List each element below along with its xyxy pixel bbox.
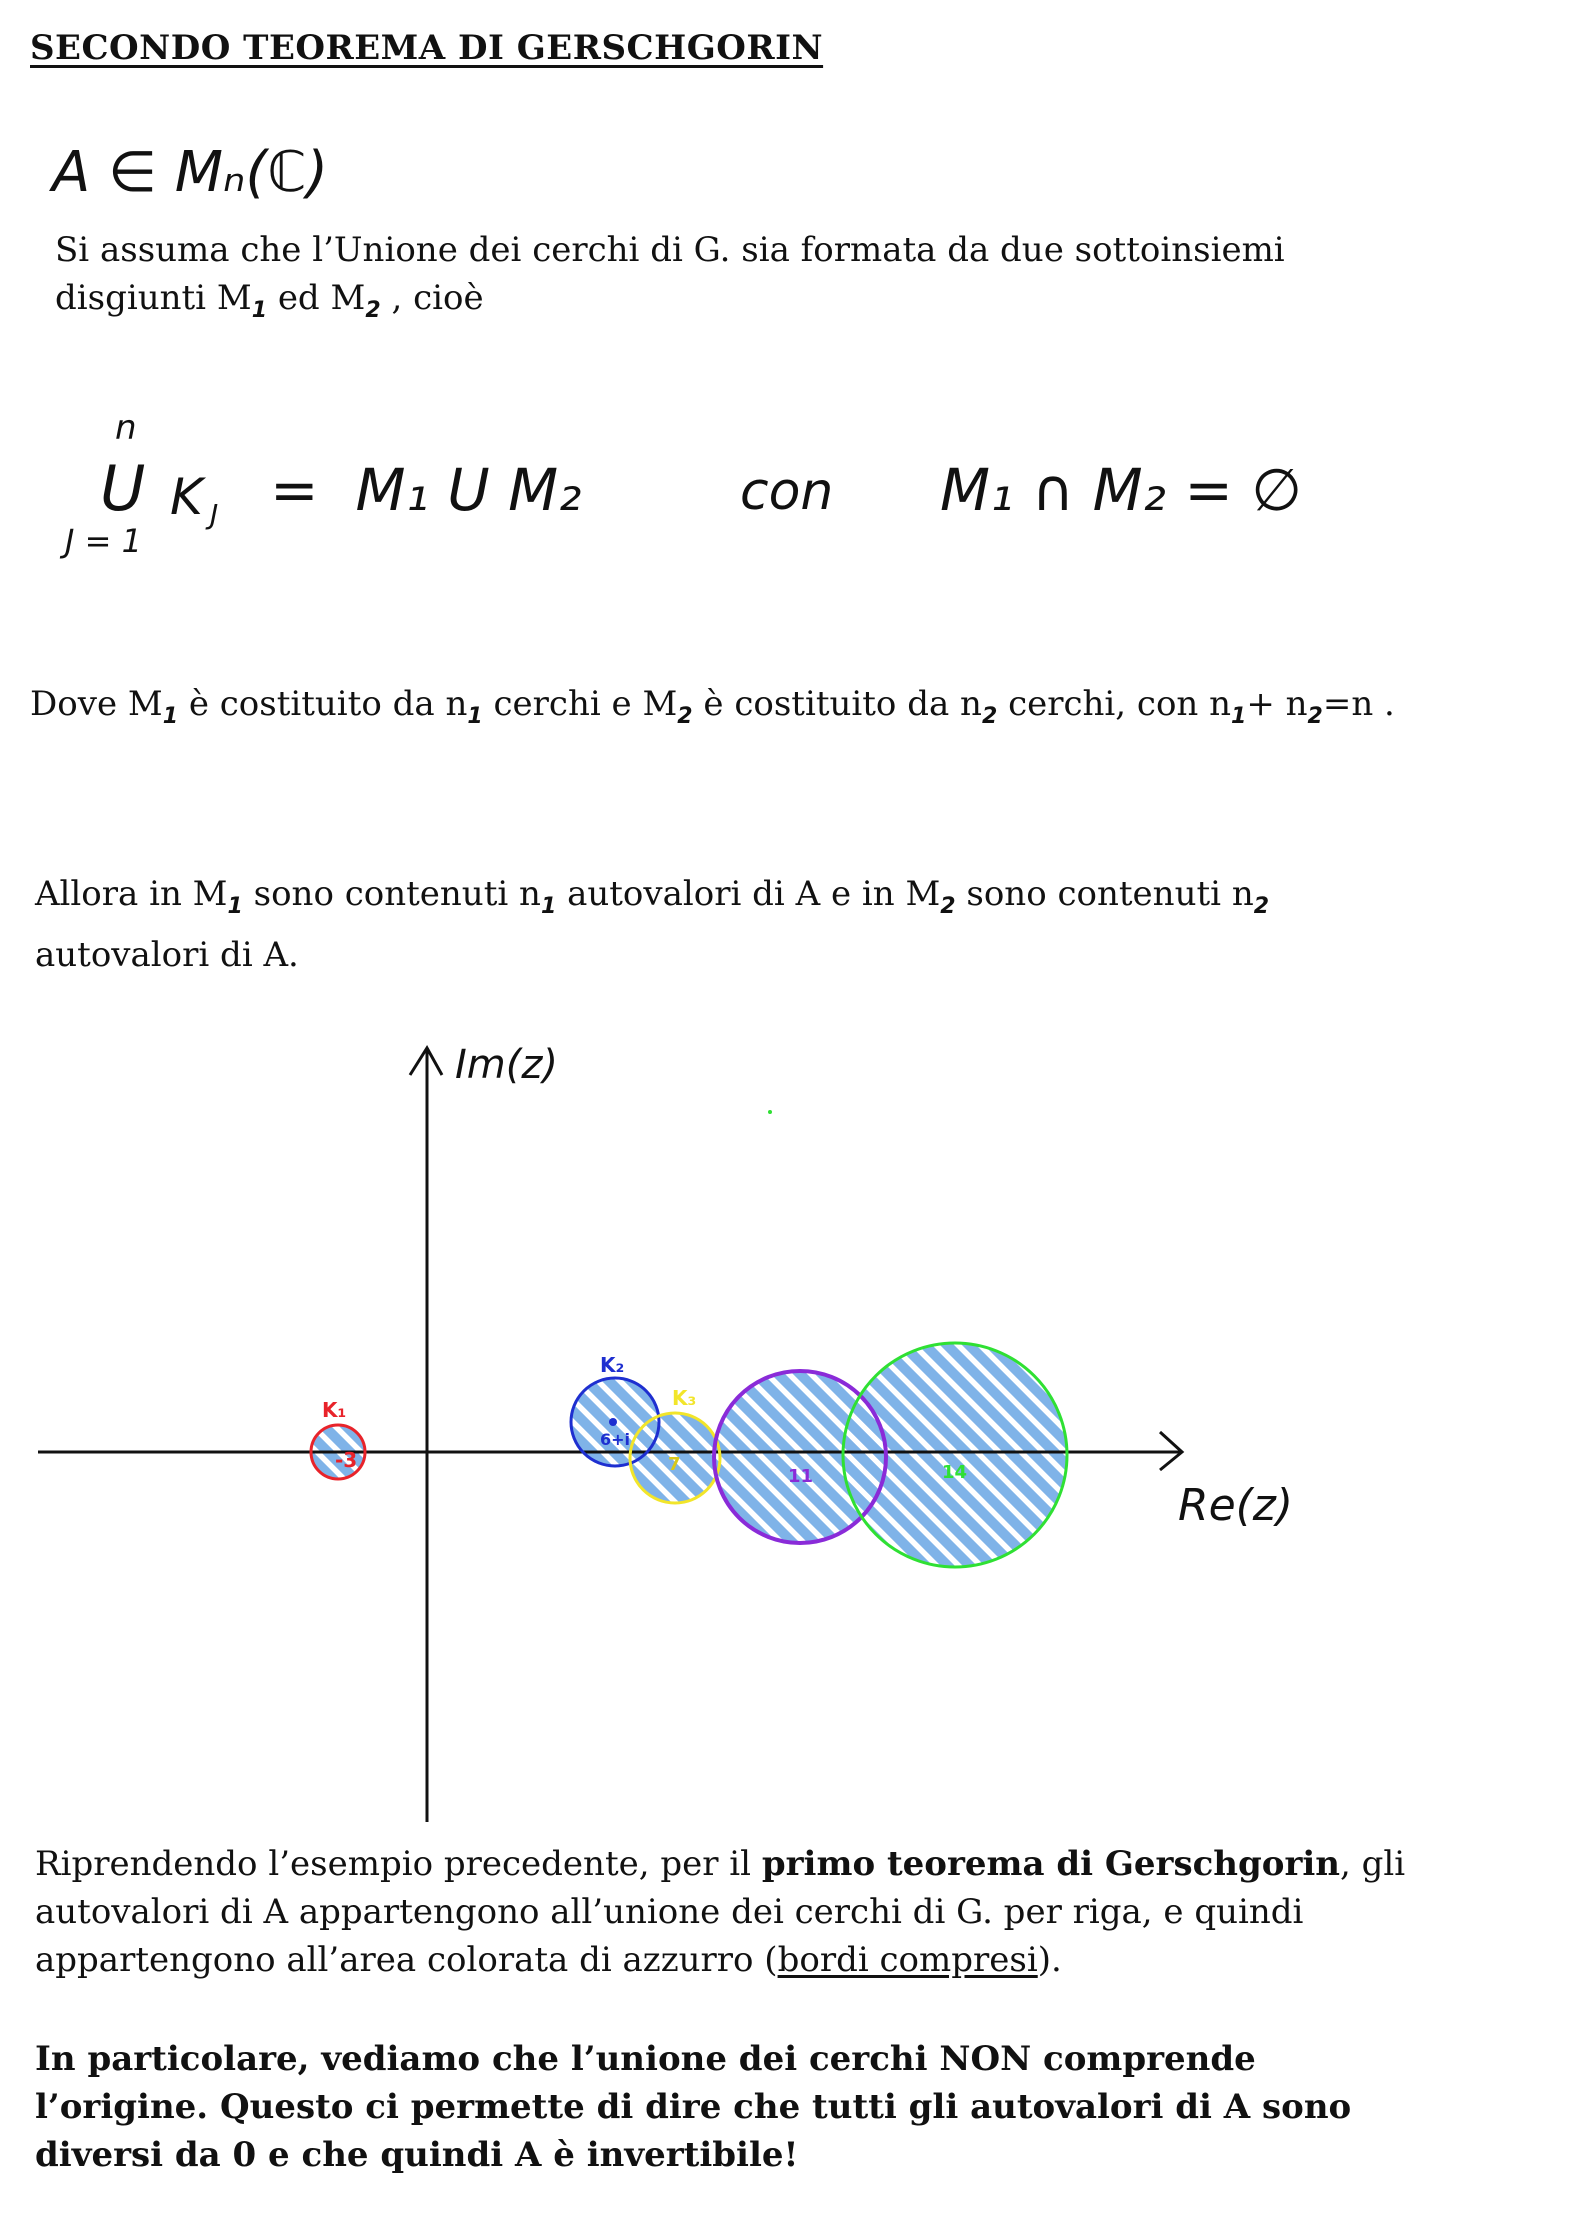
hatch-line [1256, 1280, 1579, 1610]
hatch-line [0, 1280, 288, 1610]
hatch-line [0, 1280, 178, 1610]
hatch-line [1300, 1280, 1579, 1610]
hatch-line [0, 1280, 2, 1610]
hatch-line [1476, 1280, 1579, 1610]
hatch-line [1322, 1280, 1579, 1610]
hatch-line [1036, 1280, 1366, 1610]
hatch-line [1454, 1280, 1579, 1610]
hatch-line [1410, 1280, 1579, 1610]
hatch-line [0, 1280, 24, 1610]
hatch-line [1388, 1280, 1579, 1610]
hatch-line [112, 1280, 442, 1610]
hatch-line [1432, 1280, 1579, 1610]
hatch-line [1454, 1280, 1579, 1610]
hatch-line [1168, 1280, 1498, 1610]
hatch-line [0, 1280, 222, 1610]
hatch-line [0, 1280, 46, 1610]
hatch-line [0, 1280, 200, 1610]
hatch-line [0, 1280, 288, 1610]
hatch-line [1498, 1280, 1579, 1610]
intro-paragraph [55, 226, 1285, 335]
hatch-line [1036, 1280, 1366, 1610]
hatch-line [0, 1280, 244, 1610]
circle-k5-center: 14 [942, 1462, 968, 1483]
circle-k2-center-dot [609, 1418, 617, 1426]
hatch-line [2, 1280, 332, 1610]
hatch-line [0, 1280, 68, 1610]
hatch-line [0, 1280, 200, 1610]
hatch-line [1498, 1280, 1579, 1610]
hatch-line [244, 1280, 574, 1610]
hatch-line [1432, 1280, 1579, 1610]
hatch-line [0, 1280, 156, 1610]
hatch-line [1366, 1280, 1579, 1610]
hatch-line [112, 1280, 442, 1610]
hatch-line [0, 1280, 68, 1610]
allora-paragraph [35, 870, 1269, 979]
union-lower-index: J = 1 [65, 522, 142, 560]
hatch-line [1146, 1280, 1476, 1610]
hatch-line [1410, 1280, 1579, 1610]
hatch-line [1190, 1280, 1520, 1610]
hatch-line [24, 1280, 354, 1610]
hatch-line [1146, 1280, 1476, 1610]
hatch-line [0, 1280, 134, 1610]
hatch-line [0, 1280, 178, 1610]
circle-k3-label: K₃ [672, 1386, 697, 1410]
hatch-line [0, 1280, 2, 1610]
hatch-line [1322, 1280, 1579, 1610]
hatch-line [90, 1280, 420, 1610]
hatch-line [1080, 1280, 1410, 1610]
hatch-line [134, 1280, 464, 1610]
hatch-line [0, 1280, 244, 1610]
hatch-line [90, 1280, 420, 1610]
hatch-line [0, 1280, 112, 1610]
hatch-line [1454, 1280, 1579, 1610]
hatch-line [222, 1280, 552, 1610]
hatch-line [1036, 1280, 1366, 1610]
circle-k1-label: K₁ [322, 1398, 347, 1422]
hatch-line [1410, 1280, 1579, 1610]
hatch-line [0, 1280, 310, 1610]
hatch-line [1476, 1280, 1579, 1610]
hatch-line [0, 1280, 46, 1610]
riprendendo-line-1: Riprendendo l’esempio precedente, per il primo teorema di Gerschgorin, gli [35, 1844, 1406, 1884]
hatch-line [1212, 1280, 1542, 1610]
hatch-line [0, 1280, 310, 1610]
hatch-line [0, 1280, 310, 1610]
hatch-line [1256, 1280, 1579, 1610]
hatch-line [1322, 1280, 1579, 1610]
hatch-line [1388, 1280, 1579, 1610]
hatch-line [0, 1280, 200, 1610]
hatch-line [0, 1280, 156, 1610]
conclusion-line-1: In particolare, vediamo che l’unione dei cerchi NON comprende [35, 2039, 1256, 2079]
hatch-line [2, 1280, 332, 1610]
hatch-line [0, 1280, 288, 1610]
hatch-line [0, 1280, 222, 1610]
hatch-line [134, 1280, 464, 1610]
hatch-line [0, 1280, 266, 1610]
hatch-line [0, 1280, 244, 1610]
hatch-line [178, 1280, 508, 1610]
hatch-line [1190, 1280, 1520, 1610]
hatch-line [0, 1280, 200, 1610]
hatch-line [222, 1280, 552, 1610]
hatch-line [0, 1280, 90, 1610]
hatch-line [90, 1280, 420, 1610]
hatch-line [1058, 1280, 1388, 1610]
intro-line-1: Si assuma che l’Unione dei cerchi di G. sia formata da due sottoinsiemi [55, 230, 1285, 270]
hatch-line [1388, 1280, 1579, 1610]
hatch-line [1234, 1280, 1564, 1610]
hatch-line [1454, 1280, 1579, 1610]
allora-line-1: Allora in $M_1$ sono contenuti $n_1$ autovalori di A e in $M_2$ sono contenuti $n_2$ [35, 874, 1270, 919]
green-dot [768, 1110, 772, 1114]
hatch-line [156, 1280, 486, 1610]
hatch-line [1278, 1280, 1579, 1610]
hatch-line [1432, 1280, 1579, 1610]
hatch-line [0, 1280, 46, 1610]
hatch-line [1080, 1280, 1410, 1610]
hatch-line [1058, 1280, 1388, 1610]
hatch-line [0, 1280, 288, 1610]
hatch-line [90, 1280, 420, 1610]
hatch-line [1146, 1280, 1476, 1610]
hatch-line [1498, 1280, 1579, 1610]
hatch-line [0, 1280, 222, 1610]
circle-k2-label: K₂ [600, 1353, 625, 1377]
hatch-line [0, 1280, 90, 1610]
hatch-line [2, 1280, 332, 1610]
hatch-line [1410, 1280, 1579, 1610]
hatch-line [134, 1280, 464, 1610]
gerschgorin-diagram [0, 1030, 1579, 1830]
hatch-line [0, 1280, 134, 1610]
conclusion-line-3: diversi da 0 e che quindi A è invertibile! [35, 2135, 799, 2175]
hatch-line [134, 1280, 464, 1610]
hatch-line [1366, 1280, 1579, 1610]
circle-k2-center: 6+i [600, 1430, 631, 1449]
hatch-line [244, 1280, 574, 1610]
hatch-line [0, 1280, 24, 1610]
hatch-line [1168, 1280, 1498, 1610]
hatch-line [0, 1280, 2, 1610]
hatch-line [1212, 1280, 1542, 1610]
hatch-line [1102, 1280, 1432, 1610]
hatch-line [1168, 1280, 1498, 1610]
hatch-line [0, 1280, 310, 1610]
hatch-line [1036, 1280, 1366, 1610]
hatch-line [1344, 1280, 1579, 1610]
hatch-line [1366, 1280, 1579, 1610]
hatch-line [0, 1280, 24, 1610]
hatch-line [0, 1280, 288, 1610]
hatch-line [1058, 1280, 1388, 1610]
hatch-line [0, 1280, 178, 1610]
hatch-line [1036, 1280, 1366, 1610]
hatch-line [1498, 1280, 1579, 1610]
hatch-line [1080, 1280, 1410, 1610]
hatch-line [1322, 1280, 1579, 1610]
hatch-line [0, 1280, 90, 1610]
hatch-line [24, 1280, 354, 1610]
hatch-line [1278, 1280, 1579, 1610]
hatch-line [0, 1280, 112, 1610]
hatch-line [1212, 1280, 1542, 1610]
con-word: con [740, 462, 834, 522]
hatch-line [24, 1280, 354, 1610]
y-axis-label: Im(z) [455, 1042, 558, 1088]
hatch-line [1212, 1280, 1542, 1610]
hatch-line [0, 1280, 46, 1610]
hatch-line [0, 1280, 68, 1610]
hatch-line [1234, 1280, 1564, 1610]
hatch-line [1256, 1280, 1579, 1610]
intersection-condition: M₁ ∩ M₂ = ∅ [940, 456, 1302, 524]
hatch-line [0, 1280, 134, 1610]
hatch-line [1344, 1280, 1579, 1610]
hatch-line [1168, 1280, 1498, 1610]
circle-k1-center: -3 [335, 1448, 358, 1472]
hatch-line [1300, 1280, 1579, 1610]
union-rhs: = M₁ U M₂ [270, 456, 582, 524]
hatch-line [1278, 1280, 1579, 1610]
hatch-line [1388, 1280, 1579, 1610]
hatch-line [0, 1280, 156, 1610]
hatch-line [0, 1280, 90, 1610]
dove-paragraph: Dove $M_1$ è costituito da $n_1$ cerchi e $M_2$ è costituito da $n_2$ cerchi, con $n_1+ n_2=n$ . [30, 684, 1395, 729]
riprendendo-line-2: autovalori di A appartengono all’unione dei cerchi di G. per riga, e quindi [35, 1892, 1304, 1932]
hatch-line [244, 1280, 574, 1610]
hatch-line [0, 1280, 200, 1610]
hatch-line [1146, 1280, 1476, 1610]
hatch-line [1146, 1280, 1476, 1610]
hatch-line [0, 1280, 266, 1610]
hatch-line [2, 1280, 332, 1610]
hatch-line [1344, 1280, 1579, 1610]
hatch-line [244, 1280, 574, 1610]
hatch-line [0, 1280, 2, 1610]
hatch-line [1476, 1280, 1579, 1610]
hatch-line [1234, 1280, 1564, 1610]
hatch-line [0, 1280, 266, 1610]
union-upper-index: n [115, 408, 137, 448]
hatch-line [0, 1280, 310, 1610]
hatch-line [0, 1280, 2, 1610]
union-symbol: U [100, 452, 146, 525]
circle-k3-center: 7 [668, 1454, 681, 1475]
hatch-line [1058, 1280, 1388, 1610]
hatch-line [0, 1280, 266, 1610]
hatch-line [1102, 1280, 1432, 1610]
hatch-line [0, 1280, 244, 1610]
hatch-line [1322, 1280, 1579, 1610]
hatch-line [1476, 1280, 1579, 1610]
x-axis-label: Re(z) [1178, 1480, 1294, 1531]
hatch-line [112, 1280, 442, 1610]
hatch-line [112, 1280, 442, 1610]
hatch-line [1102, 1280, 1432, 1610]
conclusion-paragraph [35, 2035, 1351, 2179]
hatch-line [1190, 1280, 1520, 1610]
hatch-line [0, 1280, 68, 1610]
hatch-line [1344, 1280, 1579, 1610]
circle-k4-center: 11 [788, 1466, 814, 1487]
hatch-line [222, 1280, 552, 1610]
hatch-line [0, 1280, 68, 1610]
hatch-line [0, 1280, 24, 1610]
hatch-line [1278, 1280, 1579, 1610]
hatch-line [0, 1280, 156, 1610]
hatch-line [1256, 1280, 1579, 1610]
hatch-line [2, 1280, 332, 1610]
hatch-line [1498, 1280, 1579, 1610]
page-title: SECONDO TEOREMA DI GERSCHGORIN [30, 28, 824, 68]
riprendendo-line-3: appartengono all’area colorata di azzurro (bordi compresi). [35, 1940, 1062, 1980]
hatch-line [0, 1280, 178, 1610]
hatch-line [1190, 1280, 1520, 1610]
hatch-line [1410, 1280, 1579, 1610]
hatch-line [1102, 1280, 1432, 1610]
hatch-line [1300, 1280, 1579, 1610]
hatch-line [0, 1280, 134, 1610]
hatch-line [1168, 1280, 1498, 1610]
hatch-line [1432, 1280, 1579, 1610]
union-formula [60, 408, 1460, 560]
intro-line-2: disgiunti $M_1$ ed $M_2$ , cioè [55, 278, 484, 323]
hatch-line [244, 1280, 574, 1610]
hatch-line [1212, 1280, 1542, 1610]
hatch-line [0, 1280, 90, 1610]
hatch-line [134, 1280, 464, 1610]
hatch-line [24, 1280, 354, 1610]
union-term-subscript: J [210, 498, 219, 531]
hatch-line [0, 1280, 46, 1610]
hatch-line [24, 1280, 354, 1610]
hatch-line [1102, 1280, 1432, 1610]
hatch-line [222, 1280, 552, 1610]
hatch-line [0, 1280, 24, 1610]
allora-line-2: autovalori di A. [35, 934, 299, 975]
hatch-line [1080, 1280, 1410, 1610]
hatch-line [0, 1280, 112, 1610]
hatch-line [1344, 1280, 1579, 1610]
conclusion-line-2: l’origine. Questo ci permette di dire che tutti gli autovalori di A sono [35, 2087, 1352, 2127]
hatch-line [1080, 1280, 1410, 1610]
hatch-line [0, 1280, 222, 1610]
hatch-line [1388, 1280, 1579, 1610]
hatch-line [0, 1280, 178, 1610]
hatch-line [1454, 1280, 1579, 1610]
hatch-line [0, 1280, 112, 1610]
hatch-line [1234, 1280, 1564, 1610]
hatch-line [1366, 1280, 1579, 1610]
hatch-line [0, 1280, 244, 1610]
blue-hatch [0, 1280, 1579, 1610]
hatch-line [1234, 1280, 1564, 1610]
hatch-line [112, 1280, 442, 1610]
hatch-line [1300, 1280, 1579, 1610]
hatch-line [1432, 1280, 1579, 1610]
hatch-line [0, 1280, 266, 1610]
hatch-line [1366, 1280, 1579, 1610]
hatch-line [0, 1280, 112, 1610]
hatch-line [0, 1280, 222, 1610]
hatch-line [0, 1280, 134, 1610]
hatch-line [222, 1280, 552, 1610]
union-term: K [170, 468, 203, 526]
hatch-line [1278, 1280, 1579, 1610]
hatch-line [0, 1280, 156, 1610]
hatch-line [1300, 1280, 1579, 1610]
hatch-line [1476, 1280, 1579, 1610]
hatch-line [1190, 1280, 1520, 1610]
hatch-line [1256, 1280, 1579, 1610]
matrix-definition: A ∈ Mₙ(ℂ) [52, 140, 329, 205]
hatch-line [90, 1280, 420, 1610]
hatch-line [1058, 1280, 1388, 1610]
riprendendo-paragraph [35, 1840, 1405, 1984]
